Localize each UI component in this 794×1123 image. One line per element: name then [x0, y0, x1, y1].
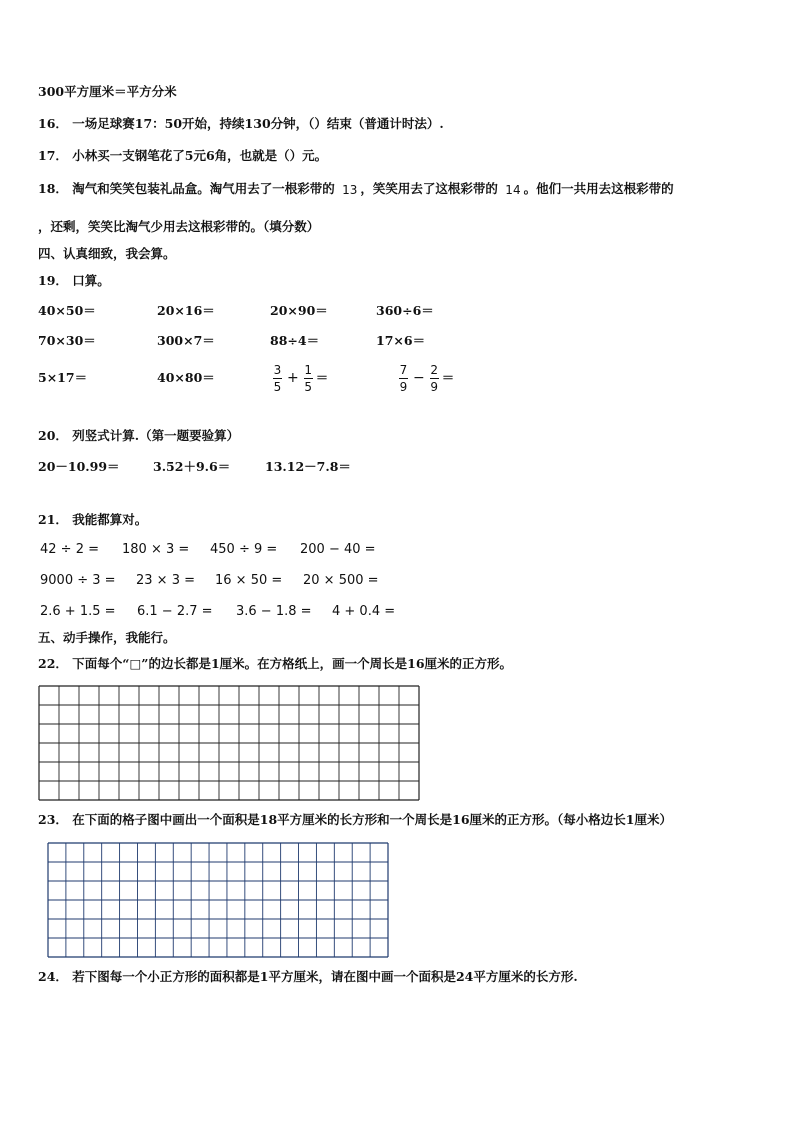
oral-calc-item: 20×16＝	[157, 303, 215, 318]
conversion-unit: 平方分米	[126, 84, 177, 99]
question-19	[38, 273, 110, 289]
question-text: 淘气和笑笑包装礼品盒。淘气用去了一根彩带的	[72, 181, 335, 196]
numerator: 1	[505, 182, 513, 197]
question-23	[38, 812, 672, 828]
vertical-calc-item: 3.52＋9.6＝	[153, 459, 231, 474]
question-number: 18．	[38, 181, 68, 196]
fraction-a	[273, 363, 282, 394]
question-22	[38, 656, 512, 672]
question-title: 我能都算对。	[72, 512, 148, 527]
calc-item: 3.6 − 1.8 =	[236, 604, 312, 619]
question-16	[38, 116, 444, 132]
denominator: 5	[304, 380, 313, 394]
oral-calc-item: 300×7＝	[157, 333, 215, 348]
question-18-continued	[38, 219, 319, 235]
unit-conversion-line	[38, 84, 177, 100]
question-text: 下面每个“□”的边长都是1厘米。在方格纸上，画一个周长是16厘米的正方形。	[72, 656, 513, 671]
numerator: 3	[273, 363, 282, 377]
fraction-one-third	[342, 183, 357, 197]
question-text-end: ）元。	[289, 148, 328, 163]
section-4-heading: 四、认真细致，我会算。	[38, 246, 176, 261]
question-text-end: 。（填分数）	[250, 219, 320, 234]
equals-sign: ＝	[441, 370, 455, 385]
question-text: ，还剩	[38, 219, 76, 234]
calc-item: 20 × 500 =	[303, 573, 379, 588]
question-text: ，笑笑用去了这根彩带的	[360, 181, 498, 196]
question-text: 在下面的格子图中画出一个面积是18平方厘米的长方形和一个周长是16厘米的正方形。（每小格边长1厘米）	[72, 812, 673, 827]
calc-item: 6.1 − 2.7 =	[137, 604, 213, 619]
fraction-one-quarter	[505, 183, 520, 197]
question-title: 口算。	[72, 273, 110, 288]
question-number: 19．	[38, 273, 68, 288]
numerator: 1	[342, 182, 350, 197]
question-number: 24．	[38, 969, 68, 984]
question-text: ，笑笑比淘气少用去这根彩带的	[75, 219, 251, 234]
fraction-bar	[399, 378, 408, 379]
oral-calc-item: 40×50＝	[38, 303, 96, 318]
calc-item: 16 × 50 =	[215, 573, 283, 588]
question-text: 。他们一共用去这根彩带的	[523, 181, 674, 196]
oral-calc-item: 17×6＝	[376, 333, 426, 348]
question-21	[38, 512, 147, 528]
question-number: 16．	[38, 116, 68, 131]
calc-item: 4 + 0.4 =	[332, 604, 396, 619]
calc-item: 180 × 3 =	[122, 542, 190, 557]
minus-operator: −	[413, 370, 425, 386]
question-title: 列竖式计算.（第一题要验算）	[72, 428, 240, 443]
fraction-bar	[273, 378, 282, 379]
fraction-a	[399, 363, 408, 394]
question-number: 22．	[38, 656, 68, 671]
denominator: 9	[399, 380, 408, 394]
fraction-bar	[430, 378, 439, 379]
denominator: 4	[512, 182, 521, 197]
denominator: 5	[273, 380, 282, 394]
question-text: 若下图每一个小正方形的面积都是1平方厘米，请在图中画一个面积是24平方厘米的长方形.	[72, 969, 578, 984]
oral-calc-item: 40×80＝	[157, 370, 215, 385]
numerator: 7	[399, 363, 408, 377]
question-number: 17．	[38, 148, 68, 163]
denominator: 3	[349, 182, 358, 197]
question-number: 23．	[38, 812, 68, 827]
oral-calc-item: 5×17＝	[38, 370, 88, 385]
equals-sign: ＝	[315, 370, 329, 385]
question-text: 小林买一支钢笔花了5元6角，也就是（	[72, 148, 290, 163]
question-number: 20．	[38, 428, 68, 443]
fraction-b	[430, 363, 439, 394]
calc-item: 9000 ÷ 3 =	[40, 573, 116, 588]
grid-paper-22[interactable]	[38, 685, 420, 801]
question-24	[38, 969, 578, 985]
oral-calc-item: 88÷4＝	[270, 333, 320, 348]
calc-item: 450 ÷ 9 =	[210, 542, 278, 557]
question-18	[38, 172, 674, 206]
vertical-calc-item: 13.12－7.8＝	[265, 459, 351, 474]
numerator: 1	[304, 363, 313, 377]
calc-item: 42 ÷ 2 =	[40, 542, 99, 557]
vertical-calc-item: 20－10.99＝	[38, 459, 120, 474]
question-17	[38, 148, 327, 164]
calc-item: 200 − 40 =	[300, 542, 376, 557]
fraction-sum-item	[270, 358, 328, 398]
question-20	[38, 428, 239, 444]
plus-operator: +	[287, 370, 299, 386]
section-5-heading: 五、动手操作，我能行。	[38, 630, 176, 645]
denominator: 9	[430, 380, 439, 394]
oral-calc-item: 360÷6＝	[376, 303, 434, 318]
calc-item: 2.6 + 1.5 =	[40, 604, 116, 619]
calc-item: 23 × 3 =	[136, 573, 195, 588]
oral-calc-item: 20×90＝	[270, 303, 328, 318]
grid-paper-23[interactable]	[47, 842, 389, 958]
question-number: 21．	[38, 512, 68, 527]
fraction-b	[304, 363, 313, 394]
fraction-difference-item	[396, 358, 454, 398]
fraction-bar	[304, 378, 313, 379]
question-text-end: ）结束（普通计时法）.	[314, 116, 444, 131]
conversion-left: 300平方厘米＝	[38, 84, 127, 99]
oral-calc-item: 70×30＝	[38, 333, 96, 348]
numerator: 2	[430, 363, 439, 377]
question-text: 一场足球赛17：50开始，持续130分钟，（	[72, 116, 315, 131]
